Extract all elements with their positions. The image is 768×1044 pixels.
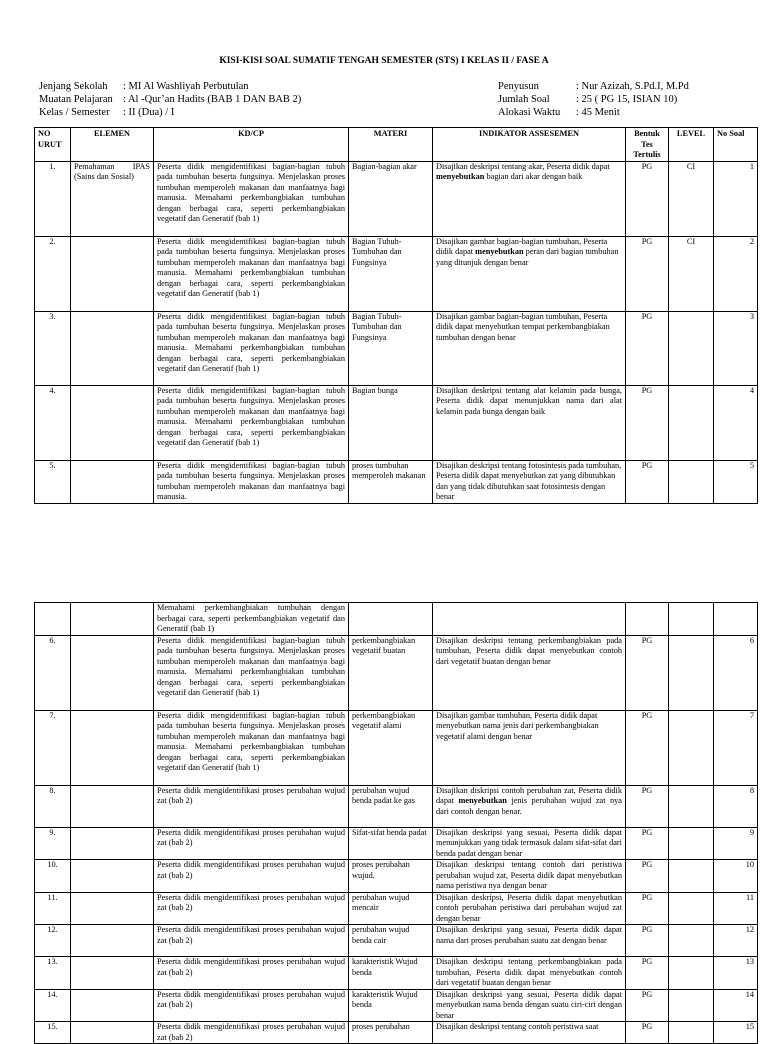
info-label: Jenjang Sekolah [39,81,108,92]
header-kdcp: KD/CP [154,128,349,162]
row-bentuk: PG [626,989,669,1022]
row-materi: karakteristik Wujud benda [349,957,433,990]
row-bentuk: PG [626,236,669,311]
table-row-continued [35,603,758,636]
info-label: Kelas / Semester [39,107,110,118]
info-label: Jumlah Soal [498,94,550,105]
table-row [35,989,758,1022]
info-label: Penyusun [498,81,539,92]
row-indikator: Disajikan deskripsi tentang perkembangbiakan pada tumbuhan, Peserta didik dapat menyebutkan contoh dari vegetatif buatan dengan benar [433,957,626,990]
row-kdcp: Peserta didik mengidentifikasi bagian-bagian tubuh pada tumbuhan beserta fungsinya. Menjelaskan proses tumbuhan memperoleh makanan dan manfaatnya bagi manusia. Memahami perkembangbiakan tumbuhan dengan berbagai cara, seperti perkembangbiakan vegetatif dan Generatif (bab 1) [154,635,349,710]
row-level [669,860,714,893]
row-level [669,635,714,710]
row-materi: proses perubahan wujud. [349,860,433,893]
row-materi: Bagian Tubuh-Tumbuhan dan Fungsinya [349,236,433,311]
row-no: 11. [35,892,71,925]
row-level [669,957,714,990]
row-nosoal: 7 [714,710,758,785]
row-bentuk [626,603,669,636]
table-row [35,957,758,990]
row-elemen [71,710,154,785]
row-level [669,385,714,460]
row-indikator: Disajikan deskripsi yang sesuai, Peserta didik dapat menyebutkan nama benda dengan suatu ciri-ciri dengan benar [433,989,626,1022]
school-info [39,80,301,119]
row-indikator: Disajikan deskripsi tentang fotosintesis pada tumbuhan, Peserta didik dapat menyebutkan zat yang dibutuhkan dan yang tidak dibutuhkan saat fotosintesis dengan benar [433,460,626,503]
grid-table-page-2 [34,602,758,1044]
row-kdcp: Peserta didik mengidentifikasi proses perubahan wujud zat (bab 2) [154,957,349,990]
table-row [35,785,758,827]
row-bentuk: PG [626,311,669,385]
row-bentuk: PG [626,710,669,785]
row-kdcp: Peserta didik mengidentifikasi proses perubahan wujud zat (bab 2) [154,860,349,893]
row-bentuk: PG [626,957,669,990]
row-indikator: Disajikan deskripsi tentang contoh peristiwa saat [433,1022,626,1044]
document-title: KISI-KISI SOAL SUMATIF TENGAH SEMESTER (STS) I KELAS II / FASE A [219,56,549,66]
row-level [669,989,714,1022]
row-materi: proses perubahan [349,1022,433,1044]
row-nosoal: 4 [714,385,758,460]
row-indikator: Disajikan deskripsi tentang akar, Peserta didik dapat menyebutkan bagian dari akar dengan baik [433,161,626,236]
row-kdcp: Peserta didik mengidentifikasi proses perubahan wujud zat (bab 2) [154,989,349,1022]
info-value: : 45 Menit [576,107,620,118]
row-indikator: Disajikan gambar bagian-bagian tumbuhan, Peserta didik dapat menyebutkan tempat perkembangbiakan tumbuhan dengan benar [433,311,626,385]
row-level: CI [669,161,714,236]
row-elemen [71,957,154,990]
table-row [35,710,758,785]
row-level [669,785,714,827]
row-indikator: Disajikan gambar tumbuhan, Peserta didik dapat menyebutkan nama jenis dari perkembangbiakan vegetatif alami dengan benar [433,710,626,785]
table-row [35,311,758,385]
row-kdcp: Peserta didik mengidentifikasi bagian-bagian tubuh pada tumbuhan beserta fungsinya. Menjelaskan proses tumbuhan memperoleh makanan dan manfaatnya bagi manusia. Memahami perkembangbiakan tumbuhan dengan berbagai cara, seperti perkembangbiakan vegetatif dan Generatif (bab 1) [154,311,349,385]
row-no: 13. [35,957,71,990]
row-materi: karakteristik Wujud benda [349,989,433,1022]
row-no: 8. [35,785,71,827]
row-elemen [71,460,154,503]
row-materi: perubahan wujud benda cair [349,925,433,957]
row-no: 1. [35,161,71,236]
row-no [35,603,71,636]
row-materi: Bagian-bagian akar [349,161,433,236]
row-kdcp: Peserta didik mengidentifikasi bagian-bagian tubuh pada tumbuhan beserta fungsinya. Menjelaskan proses tumbuhan memperoleh makanan dan manfaatnya bagi manusia. Memahami perkembangbiakan tumbuhan dengan berbagai cara, seperti perkembangbiakan vegetatif dan Generatif (bab 1) [154,236,349,311]
row-elemen [71,860,154,893]
row-elemen [71,989,154,1022]
row-materi: proses tumbuhan memperoleh makanan [349,460,433,503]
row-nosoal: 1 [714,161,758,236]
table-row [35,827,758,860]
author-info [498,80,689,119]
row-elemen [71,603,154,636]
row-no: 7. [35,710,71,785]
row-bentuk: PG [626,385,669,460]
row-level [669,892,714,925]
row-no: 10. [35,860,71,893]
header-level: LEVEL [669,128,714,162]
row-level: CI [669,236,714,311]
row-materi: perkembangbiakan vegetatif buatan [349,635,433,710]
table-row [35,1022,758,1044]
row-indikator: Disajikan diskripsi contoh perubahan zat, Peserta didik dapat menyebutkan jenis perubahan wujud zat nya dari contoh dengan benar. [433,785,626,827]
row-nosoal: 11 [714,892,758,925]
row-materi: perubahan wujud mencair [349,892,433,925]
row-nosoal: 12 [714,925,758,957]
row-materi: Sifat-sifat benda padat [349,827,433,860]
row-elemen [71,785,154,827]
row-elemen [71,1022,154,1044]
row-kdcp: Peserta didik mengidentifikasi proses perubahan wujud zat (bab 2) [154,827,349,860]
row-kdcp: Peserta didik mengidentifikasi bagian-bagian tubuh pada tumbuhan beserta fungsinya. Menjelaskan proses tumbuhan memperoleh makanan dan manfaatnya bagi manusia. Memahami perkembangbiakan tumbuhan dengan berbagai cara, seperti perkembangbiakan vegetatif dan Generatif (bab 1) [154,385,349,460]
info-label: Alokasi Waktu [498,107,561,118]
row-no: 14. [35,989,71,1022]
info-value: : II (Dua) / I [123,107,175,118]
row-bentuk: PG [626,925,669,957]
row-indikator: Disajikan deskripsi yang sesuai, Peserta didik dapat menunjukkan yang tidak termasuk dalam sifat-sifat dari benda padat dengan benar [433,827,626,860]
row-level [669,603,714,636]
header-materi: MATERI [349,128,433,162]
table-row [35,892,758,925]
info-value: : MI Al Washliyah Perbutulan [123,81,249,92]
header-no: NO URUT [35,128,71,162]
row-level [669,925,714,957]
row-elemen: Pemahaman IPAS (Sains dan Sosial) [71,161,154,236]
row-indikator: Disajikan gambar bagian-bagian tumbuhan, Peserta didik dapat menyebutkan peran dari bagian tumbuhan yang ditunjuk dengan benar [433,236,626,311]
row-kdcp: Peserta didik mengidentifikasi proses perubahan wujud zat (bab 2) [154,785,349,827]
row-elemen [71,925,154,957]
header-bentuk: Bentuk Tes Tertulis [626,128,669,162]
row-no: 15. [35,1022,71,1044]
row-indikator: Disajikan deskripsi tentang contoh dari peristiwa perubahan wujud zat, Peserta didik dapat menyebutkan nama peristiwa nya dengan benar [433,860,626,893]
row-indikator [433,603,626,636]
table-row [35,635,758,710]
row-kdcp: Peserta didik mengidentifikasi proses perubahan wujud zat (bab 2) [154,1022,349,1044]
row-kdcp: Peserta didik mengidentifikasi bagian-bagian tubuh pada tumbuhan beserta fungsinya. Menjelaskan proses tumbuhan memperoleh makanan dan manfaatnya bagi manusia. Memahami perkembangbiakan tumbuhan dengan berbagai cara, seperti perkembangbiakan vegetatif dan Generatif (bab 1) [154,710,349,785]
row-nosoal [714,603,758,636]
row-nosoal: 6 [714,635,758,710]
row-bentuk: PG [626,161,669,236]
row-indikator: Disajikan deskripsi tentang perkembangbiakan pada tumbuhan, Peserta didik dapat menyebutkan contoh dari vegetatif buatan dengan benar [433,635,626,710]
row-kdcp: Peserta didik mengidentifikasi proses perubahan wujud zat (bab 2) [154,925,349,957]
row-nosoal: 10 [714,860,758,893]
row-materi: Bagian bunga [349,385,433,460]
table-row [35,236,758,311]
row-bentuk: PG [626,635,669,710]
row-indikator: Disajikan deskripsi yang sesuai, Peserta didik dapat nama dari proses perubahan suatu zat dengan benar [433,925,626,957]
row-elemen [71,827,154,860]
row-indikator: Disajikan deskripsi tentang alat kelamin pada bunga, Peserta didik dapat menunjukkan nama dari alat kelamin pada bunga dengan baik [433,385,626,460]
row-bentuk: PG [626,827,669,860]
row-materi: Bagian Tubuh-Tumbuhan dan Fungsinya [349,311,433,385]
row-bentuk: PG [626,860,669,893]
row-level [669,311,714,385]
row-nosoal: 5 [714,460,758,503]
row-no: 3. [35,311,71,385]
table-row [35,460,758,503]
row-nosoal: 3 [714,311,758,385]
row-bentuk: PG [626,1022,669,1044]
info-value: : 25 ( PG 15, ISIAN 10) [576,94,678,105]
row-level [669,827,714,860]
table-row [35,860,758,893]
grid-table-page-1 [34,127,758,504]
row-materi: perubahan wujud benda padat ke gas [349,785,433,827]
table-row [35,161,758,236]
row-bentuk: PG [626,892,669,925]
table-row [35,385,758,460]
row-indikator: Disajikan deskripsi, Peserta didik dapat menyebutkan contoh perubahan peristiwa dari perubahan wujud zat dengan benar [433,892,626,925]
header-elemen: ELEMEN [71,128,154,162]
header-row [35,128,758,162]
row-nosoal: 9 [714,827,758,860]
header-nosoal: No Soal [714,128,758,162]
row-bentuk: PG [626,460,669,503]
info-value: : Nur Azizah, S.Pd.I, M.Pd [576,81,689,92]
row-no: 5. [35,460,71,503]
info-label: Muatan Pelajaran [39,94,113,105]
row-no: 2. [35,236,71,311]
header-indikator: INDIKATOR ASSESEMEN [433,128,626,162]
row-materi: perkembangbiakan vegetatif alami [349,710,433,785]
row-kdcp: Peserta didik mengidentifikasi bagian-bagian tubuh pada tumbuhan beserta fungsinya. Menjelaskan proses tumbuhan memperoleh makanan dan manfaatnya bagi manusia. Memahami perkembangbiakan tumbuhan dengan berbagai cara, seperti perkembangbiakan vegetatif dan Generatif (bab 1) [154,161,349,236]
row-kdcp: Peserta didik mengidentifikasi proses perubahan wujud zat (bab 2) [154,892,349,925]
row-elemen [71,892,154,925]
row-nosoal: 8 [714,785,758,827]
row-no: 12. [35,925,71,957]
row-no: 9. [35,827,71,860]
row-level [669,1022,714,1044]
row-elemen [71,635,154,710]
row-nosoal: 15 [714,1022,758,1044]
row-materi [349,603,433,636]
row-level [669,710,714,785]
row-bentuk: PG [626,785,669,827]
row-kdcp: Memahami perkembangbiakan tumbuhan dengan berbagai cara, seperti perkembangbiakan vegetatif dan Generatif (bab 1) [154,603,349,636]
info-value: : Al -Qur’an Hadits (BAB 1 DAN BAB 2) [123,94,302,105]
row-elemen [71,311,154,385]
row-elemen [71,236,154,311]
row-no: 4. [35,385,71,460]
row-nosoal: 2 [714,236,758,311]
row-level [669,460,714,503]
row-elemen [71,385,154,460]
row-nosoal: 14 [714,989,758,1022]
row-kdcp: Peserta didik mengidentifikasi bagian-bagian tubuh pada tumbuhan beserta fungsinya. Menjelaskan proses tumbuhan memperoleh makanan dan manfaatnya bagi manusia. [154,460,349,503]
row-no: 6. [35,635,71,710]
table-row [35,925,758,957]
row-nosoal: 13 [714,957,758,990]
